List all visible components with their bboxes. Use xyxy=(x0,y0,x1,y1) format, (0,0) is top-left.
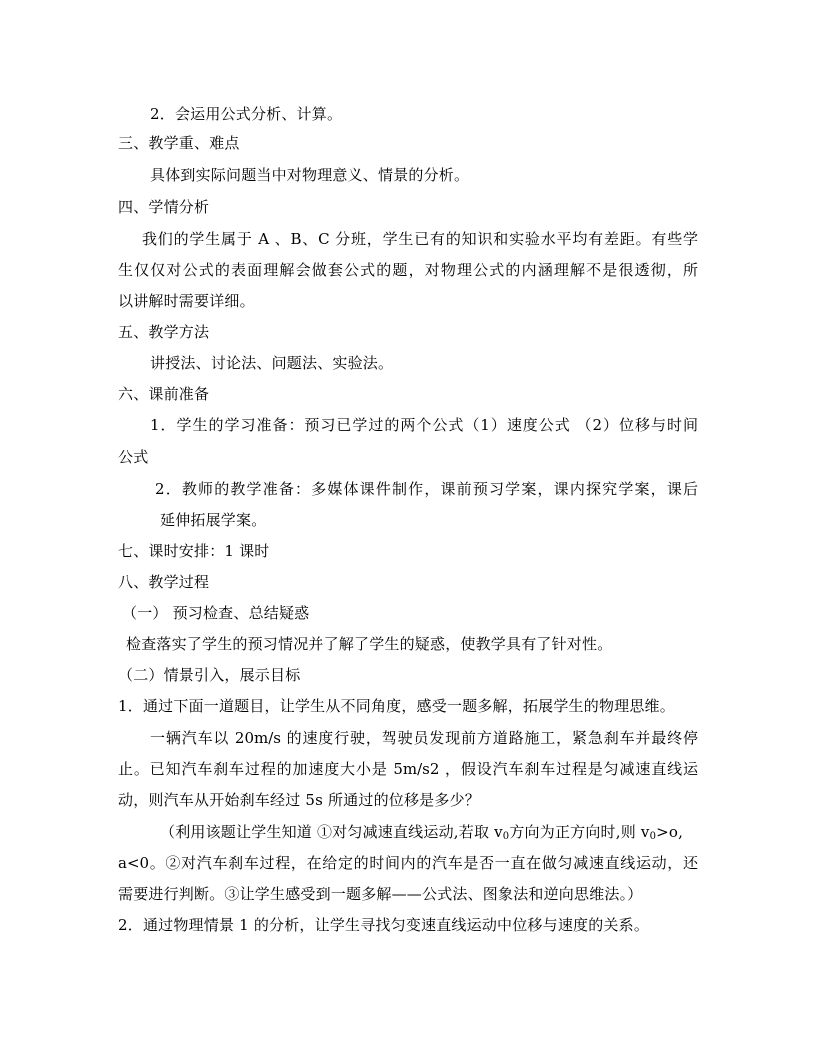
section-heading-key-points: 三、教学重、难点 xyxy=(118,134,240,152)
problem-text-line-3: 动，则汽车从开始刹车经过 5s 所通过的位移是多少？ xyxy=(118,791,480,809)
subsection-scenario-intro: （二）情景引入，展示目标 xyxy=(118,666,301,684)
section-heading-teaching-methods: 五、教学方法 xyxy=(118,323,210,341)
paragraph-student-analysis-line-2: 生仅仅对公式的表面理解会做套公式的题，对物理公式的内涵理解不是很透彻，所 xyxy=(118,261,698,279)
preparation-item-2: 2．教师的教学准备：多媒体课件制作，课前预习学案，课内探究学案，课后 xyxy=(155,480,698,498)
objective-item-2: 2．会运用公式分析、计算。 xyxy=(150,105,343,123)
problem-text-line-1: 一辆汽车以 20m/s 的速度行驶，驾驶员发现前方道路施工，紧急刹车并最终停 xyxy=(150,729,698,747)
preparation-item-1: 1．学生的学习准备：预习已学过的两个公式（1）速度公式 （2）位移与时间 xyxy=(150,416,698,434)
scenario-item-1: 1．通过下面一道题目，让学生从不同角度，感受一题多解，拓展学生的物理思维。 xyxy=(118,697,675,715)
section-heading-preparation: 六、课前准备 xyxy=(118,385,210,403)
section-heading-teaching-process: 八、教学过程 xyxy=(118,573,210,591)
note-text-line-1: （利用该题让学生知道 ①对匀减速直线运动,若取 v0方向为正方向时,则 v0>o, xyxy=(160,823,684,842)
preparation-item-1-continued: 公式 xyxy=(118,448,149,466)
note-text-line-3: 需要进行判断。③让学生感受到一题多解——公式法、图象法和逆向思维法。） xyxy=(118,885,643,903)
note-text-line-2: a<0。②对汽车刹车过程，在给定的时间内的汽车是否一直在做匀减速直线运动，还 xyxy=(118,854,698,872)
problem-text-line-2: 止。已知汽车刹车过程的加速度大小是 5m/s2 ，假设汽车刹车过程是匀减速直线运 xyxy=(118,760,698,778)
paragraph-student-analysis-line-3: 以讲解时需要详细。 xyxy=(118,292,255,310)
subsection-preview-check: （一） 预习检查、总结疑惑 xyxy=(122,604,310,622)
paragraph-key-points: 具体到实际问题当中对物理意义、情景的分析。 xyxy=(150,166,470,184)
section-heading-student-analysis: 四、学情分析 xyxy=(118,198,210,216)
preparation-item-2-continued: 延伸拓展学案。 xyxy=(160,511,267,529)
section-heading-schedule: 七、课时安排：1 课时 xyxy=(118,542,270,560)
paragraph-student-analysis-line-1: 我们的学生属于 A 、B、C 分班，学生已有的知识和实验水平均有差距。有些学 xyxy=(142,230,698,248)
scenario-item-2: 2．通过物理情景 1 的分析，让学生寻找匀变速直线运动中位移与速度的关系。 xyxy=(118,916,650,934)
paragraph-preview-check: 检查落实了学生的预习情况并了解了学生的疑惑，使教学具有了针对性。 xyxy=(126,635,613,653)
paragraph-teaching-methods: 讲授法、讨论法、问题法、实验法。 xyxy=(150,354,394,372)
